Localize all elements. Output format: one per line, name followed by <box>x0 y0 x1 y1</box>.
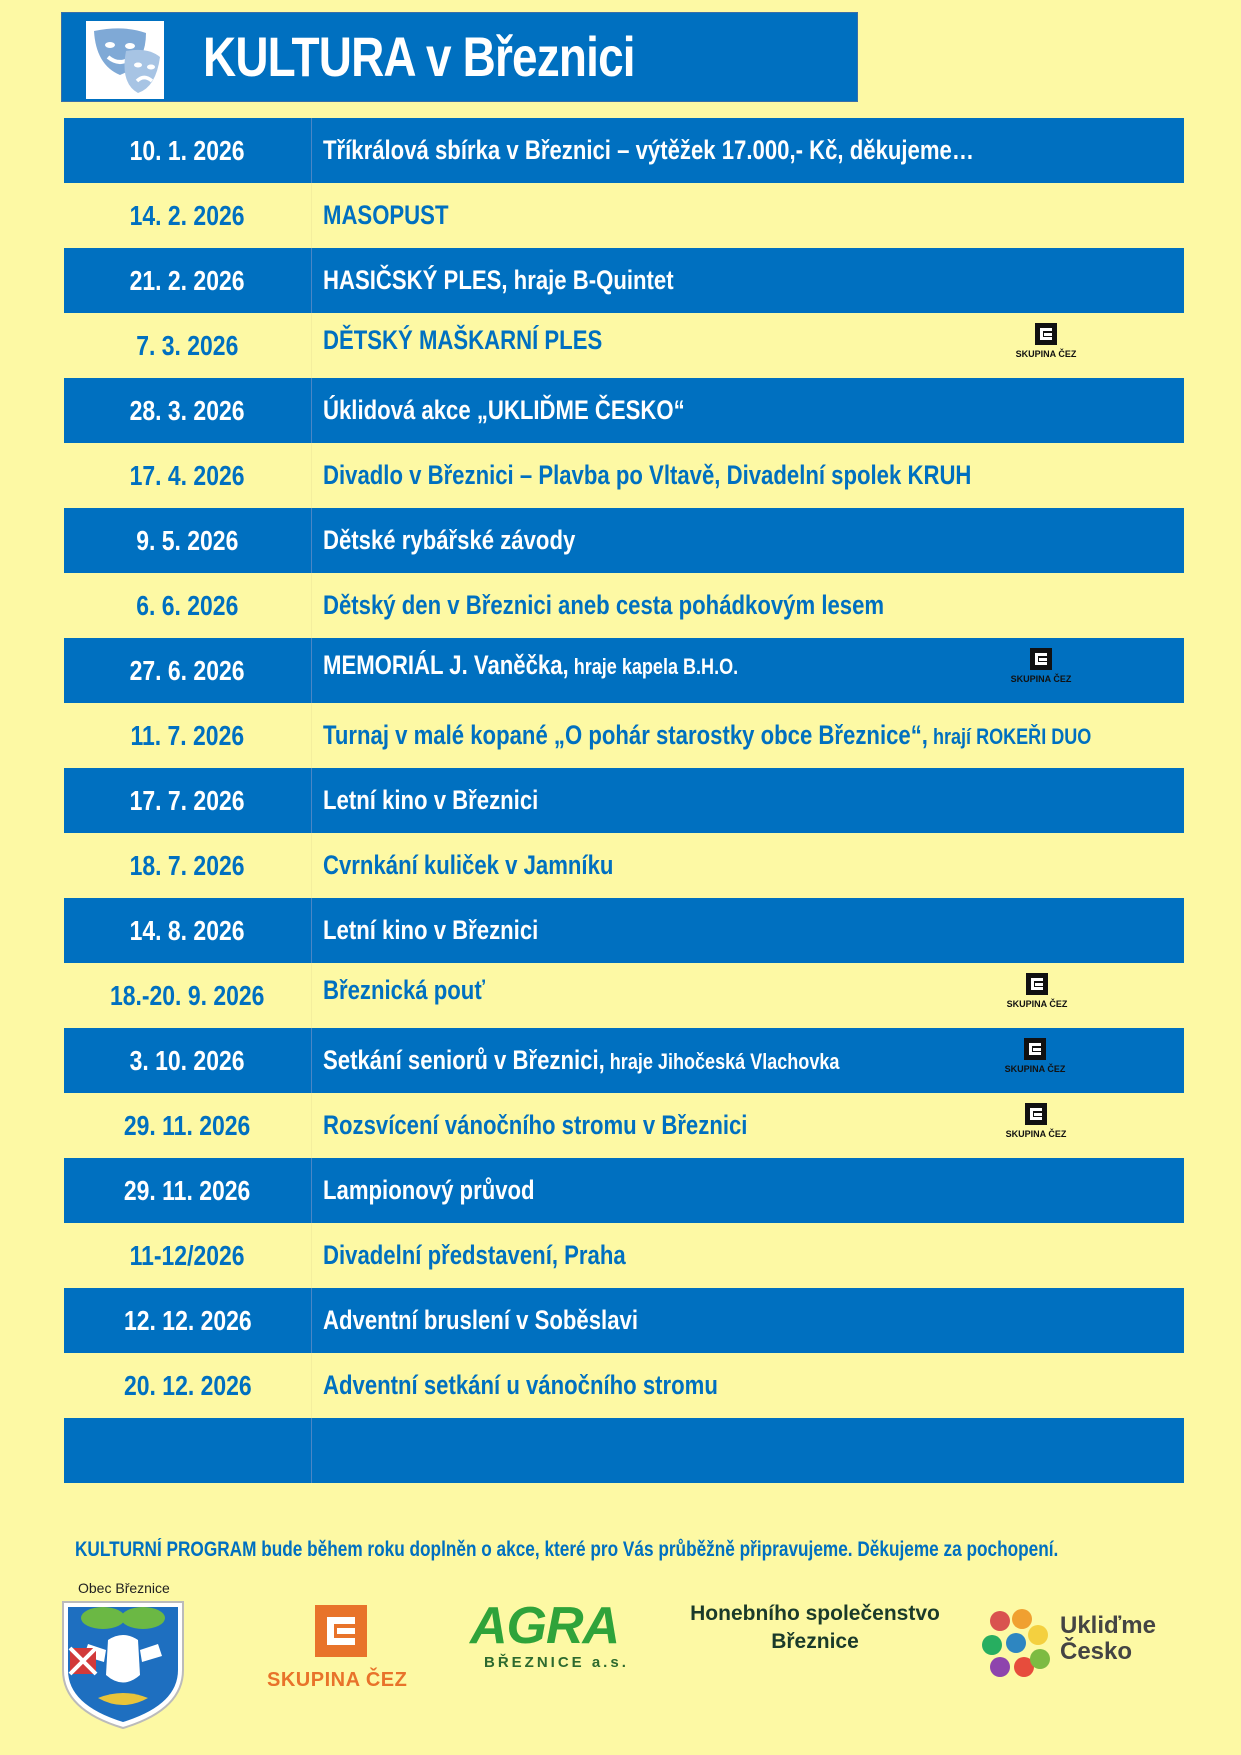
column-divider <box>311 443 312 508</box>
cez-badge-label: SKUPINA ČEZ <box>1006 999 1068 1009</box>
event-title-text <box>323 650 738 681</box>
event-title <box>323 248 1184 313</box>
event-date <box>64 378 311 443</box>
cez-label: SKUPINA ČEZ <box>267 1669 408 1691</box>
column-divider <box>311 1353 312 1418</box>
event-title-text <box>323 1240 626 1271</box>
event-title-text <box>323 460 971 491</box>
event-title-text <box>323 915 538 946</box>
event-title-main: Setkání seniorů v Březnici, <box>323 1045 605 1075</box>
cez-badge-label: SKUPINA ČEZ <box>1010 674 1072 684</box>
event-row <box>64 833 1184 898</box>
event-date-text: 29. 11. 2026 <box>124 1109 251 1141</box>
event-date <box>64 1418 311 1483</box>
event-date <box>64 313 311 378</box>
event-title <box>323 1418 1184 1483</box>
column-divider <box>311 768 312 833</box>
column-divider <box>311 248 312 313</box>
event-title <box>323 1288 1184 1353</box>
event-title <box>323 118 1184 183</box>
cez-icon <box>315 1605 367 1657</box>
event-title-main: MEMORIÁL J. Vaněčka, <box>323 650 569 680</box>
event-title-text <box>323 525 575 556</box>
agra-sub: BŘEZNICE a.s. <box>484 1654 629 1671</box>
event-row <box>64 573 1184 638</box>
event-title-text <box>323 590 884 621</box>
agra-logo <box>470 1597 640 1700</box>
column-divider <box>311 183 312 248</box>
event-row <box>64 963 1184 1028</box>
event-title-text <box>323 1370 718 1401</box>
event-title <box>323 378 1184 443</box>
event-title-main: DĚTSKÝ MAŠKARNÍ PLES <box>323 325 603 355</box>
event-title-main: Divadelní představení, Praha <box>323 1240 626 1270</box>
event-title-main: Letní kino v Březnici <box>323 915 539 945</box>
event-title <box>323 508 1184 573</box>
uklidme-cesko-logo <box>978 1605 1178 1685</box>
event-date <box>64 638 311 703</box>
event-title-main: Adventní bruslení v Soběslavi <box>323 1305 638 1335</box>
honebni-line-1: Honebního společenstvo <box>690 1602 940 1625</box>
event-date-text: 21. 2. 2026 <box>130 264 245 296</box>
event-date <box>64 1353 311 1418</box>
event-row <box>64 248 1184 313</box>
column-divider <box>311 573 312 638</box>
event-title <box>323 833 1184 898</box>
cez-badge <box>999 1038 1071 1082</box>
event-row <box>64 768 1184 833</box>
event-date-text: 3. 10. 2026 <box>130 1044 245 1076</box>
event-row <box>64 638 1184 703</box>
event-date-text: 18. 7. 2026 <box>130 849 245 881</box>
column-divider <box>311 833 312 898</box>
column-divider <box>311 508 312 573</box>
event-row <box>64 1418 1184 1483</box>
event-title <box>323 898 1184 963</box>
cez-badge <box>1000 1103 1072 1147</box>
column-divider <box>311 898 312 963</box>
event-title-text <box>323 785 538 816</box>
event-title-main: Březnická pouť <box>323 975 485 1005</box>
event-title <box>323 183 1184 248</box>
event-title-text <box>323 850 613 881</box>
event-row <box>64 118 1184 183</box>
event-date <box>64 508 311 573</box>
event-row <box>64 183 1184 248</box>
event-date-text: 12. 12. 2026 <box>123 1304 252 1336</box>
event-title-text <box>323 395 685 426</box>
event-date <box>64 183 311 248</box>
event-title-main: MASOPUST <box>323 200 449 230</box>
event-title-text <box>323 200 448 231</box>
event-title <box>323 1158 1184 1223</box>
event-date-text: 10. 1. 2026 <box>130 134 245 166</box>
event-date <box>64 573 311 638</box>
event-date <box>64 118 311 183</box>
cez-icon <box>1024 1038 1046 1060</box>
cez-icon <box>1026 973 1048 995</box>
event-date-text: 29. 11. 2026 <box>124 1174 251 1206</box>
uklidme-line-1: Ukliďme <box>1060 1612 1156 1639</box>
event-date-text: 28. 3. 2026 <box>130 394 245 426</box>
column-divider <box>311 118 312 183</box>
cez-badge-label: SKUPINA ČEZ <box>1015 349 1077 359</box>
event-title-text <box>323 720 1091 751</box>
event-date <box>64 768 311 833</box>
theatre-masks-icon <box>86 21 164 99</box>
event-title <box>323 1223 1184 1288</box>
event-row <box>64 378 1184 443</box>
event-date <box>64 1028 311 1093</box>
event-date-text: 6. 6. 2026 <box>136 589 239 621</box>
event-title <box>323 703 1184 768</box>
event-title-text <box>323 135 974 166</box>
obec-name: Obec Březnice <box>78 1580 170 1596</box>
agra-word: AGRA <box>470 1597 620 1655</box>
cez-badge-label: SKUPINA ČEZ <box>1004 1064 1066 1074</box>
page-header <box>61 12 858 102</box>
column-divider <box>311 1158 312 1223</box>
event-title-main: Turnaj v malé kopané „O pohár starostky obce Březnice“, <box>323 720 928 750</box>
event-title-main: Lampionový průvod <box>323 1175 535 1205</box>
event-title <box>323 1353 1184 1418</box>
uklidme-text <box>1060 1613 1156 1665</box>
event-row <box>64 443 1184 508</box>
event-row <box>64 1028 1184 1093</box>
cez-badge <box>1005 648 1077 692</box>
event-title <box>323 768 1184 833</box>
event-title-main: Tříkrálová sbírka v Březnici – výtěžek 17.000,- Kč, děkujeme… <box>323 135 975 165</box>
cez-icon <box>1025 1103 1047 1125</box>
event-date-text: 14. 2. 2026 <box>130 199 245 231</box>
events-table <box>64 118 1184 1483</box>
event-row <box>64 1288 1184 1353</box>
event-date <box>64 1288 311 1353</box>
column-divider <box>311 1288 312 1353</box>
event-date <box>64 1223 311 1288</box>
program-note: KULTURNÍ PROGRAM bude během roku doplněn o akce, které pro Vás průběžně připravujeme. Děkujeme za pochopení. <box>75 1538 1059 1561</box>
event-title-main: HASIČSKÝ PLES, hraje B-Quintet <box>323 265 674 295</box>
column-divider <box>311 1223 312 1288</box>
event-title-text <box>323 1305 638 1336</box>
sponsor-logos <box>0 1580 1241 1740</box>
event-title-main: Adventní setkání u vánočního stromu <box>323 1370 718 1400</box>
event-title-text <box>323 265 674 296</box>
obec-breznice-logo <box>48 1580 198 1730</box>
cez-icon <box>1030 648 1052 670</box>
event-date <box>64 248 311 313</box>
event-title-extra: hraje Jihočeská Vlachovka <box>604 1049 840 1074</box>
event-date-text: 7. 3. 2026 <box>136 329 239 361</box>
event-title-main: Divadlo v Březnici – Plavba po Vltavě, Divadelní spolek KRUH <box>323 460 972 490</box>
column-divider <box>311 313 312 378</box>
column-divider <box>311 1093 312 1158</box>
cez-logo <box>265 1605 415 1705</box>
event-date-text: 11-12/2026 <box>130 1239 245 1271</box>
event-title-extra: hraje kapela B.H.O. <box>568 654 739 679</box>
cez-badge <box>1010 323 1082 367</box>
event-row <box>64 1353 1184 1418</box>
cez-icon <box>1035 323 1057 345</box>
event-date-text: 20. 12. 2026 <box>123 1369 252 1401</box>
event-date-text: 9. 5. 2026 <box>136 524 239 556</box>
event-title <box>323 443 1184 508</box>
event-title-main: Dětské rybářské závody <box>323 525 576 555</box>
event-title-text <box>323 1045 839 1076</box>
event-title-text <box>323 1110 747 1141</box>
event-row <box>64 508 1184 573</box>
event-date-text: 14. 8. 2026 <box>130 914 245 946</box>
honebni-spolecenstvo <box>685 1600 945 1656</box>
event-title-main: Cvrnkání kuliček v Jamníku <box>323 850 614 880</box>
page-title: KULTURA v Březnici <box>203 25 635 88</box>
event-date-text: 17. 7. 2026 <box>130 784 245 816</box>
event-row <box>64 1223 1184 1288</box>
event-row <box>64 313 1184 378</box>
cez-badge-label: SKUPINA ČEZ <box>1005 1129 1067 1139</box>
event-date <box>64 703 311 768</box>
event-row <box>64 898 1184 963</box>
uklidme-line-2: Česko <box>1060 1638 1133 1665</box>
column-divider <box>311 963 312 1028</box>
event-date <box>64 1158 311 1223</box>
column-divider <box>311 1028 312 1093</box>
event-title-text <box>323 975 485 1006</box>
event-date-text: 18.-20. 9. 2026 <box>110 979 265 1011</box>
event-row <box>64 1093 1184 1158</box>
event-date <box>64 443 311 508</box>
coat-of-arms-icon <box>48 1580 198 1730</box>
event-title-main: Dětský den v Březnici aneb cesta pohádkovým lesem <box>323 590 885 620</box>
event-date-text: 27. 6. 2026 <box>130 654 245 686</box>
event-date-text: 11. 7. 2026 <box>130 719 245 751</box>
cez-badge <box>1001 973 1073 1017</box>
smiley-faces-icon <box>978 1605 1058 1685</box>
column-divider <box>311 703 312 768</box>
event-date <box>64 1093 311 1158</box>
event-title-extra: hrají ROKEŘI DUO <box>927 724 1092 749</box>
event-title <box>323 573 1184 638</box>
event-title-main: Rozsvícení vánočního stromu v Březnici <box>323 1110 748 1140</box>
column-divider <box>311 1418 312 1483</box>
event-row <box>64 703 1184 768</box>
event-date <box>64 898 311 963</box>
column-divider <box>311 638 312 703</box>
event-title-text <box>323 1175 535 1206</box>
event-date-text: 17. 4. 2026 <box>130 459 245 491</box>
event-title-text <box>323 325 602 356</box>
event-title-main: Úklidová akce „UKLIĎME ČESKO“ <box>323 395 685 425</box>
event-date <box>64 963 311 1028</box>
column-divider <box>311 378 312 443</box>
honebni-line-2: Březnice <box>771 1630 859 1653</box>
event-title-main: Letní kino v Březnici <box>323 785 539 815</box>
event-date <box>64 833 311 898</box>
event-row <box>64 1158 1184 1223</box>
